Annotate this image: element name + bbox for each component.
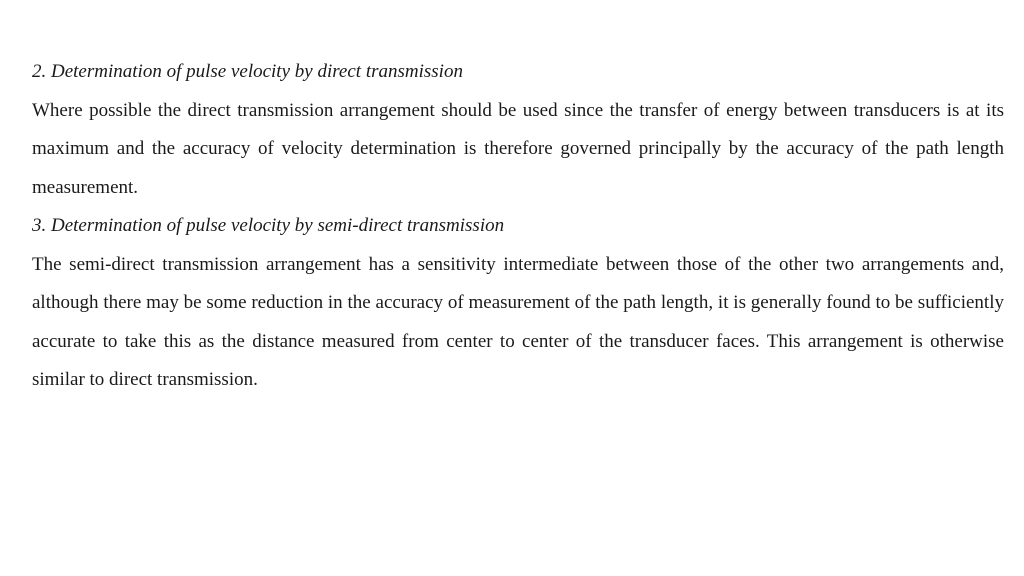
paragraph-direct-transmission: Where possible the direct transmission arrangement should be used since the transfer of energy between transducers is at its maximum and the accuracy of velocity determination is therefore governed principally by the accuracy of the path length measurement. — [32, 99, 1004, 198]
section-heading-semi-direct-transmission: 3. Determination of pulse velocity by semi-direct transmission — [32, 215, 505, 236]
section-heading-direct-transmission: 2. Determination of pulse velocity by direct transmission — [32, 61, 463, 82]
paragraph-semi-direct-transmission: The semi-direct transmission arrangement has a sensitivity intermediate between those of the other two arrangements and, although there may be some reduction in the accuracy of measurement of the path length, it is generally found to be sufficiently accurate to take this as the distance measured from center to center of the transducer faces. This arrangement is otherwise similar to direct transmission. — [32, 253, 1004, 390]
